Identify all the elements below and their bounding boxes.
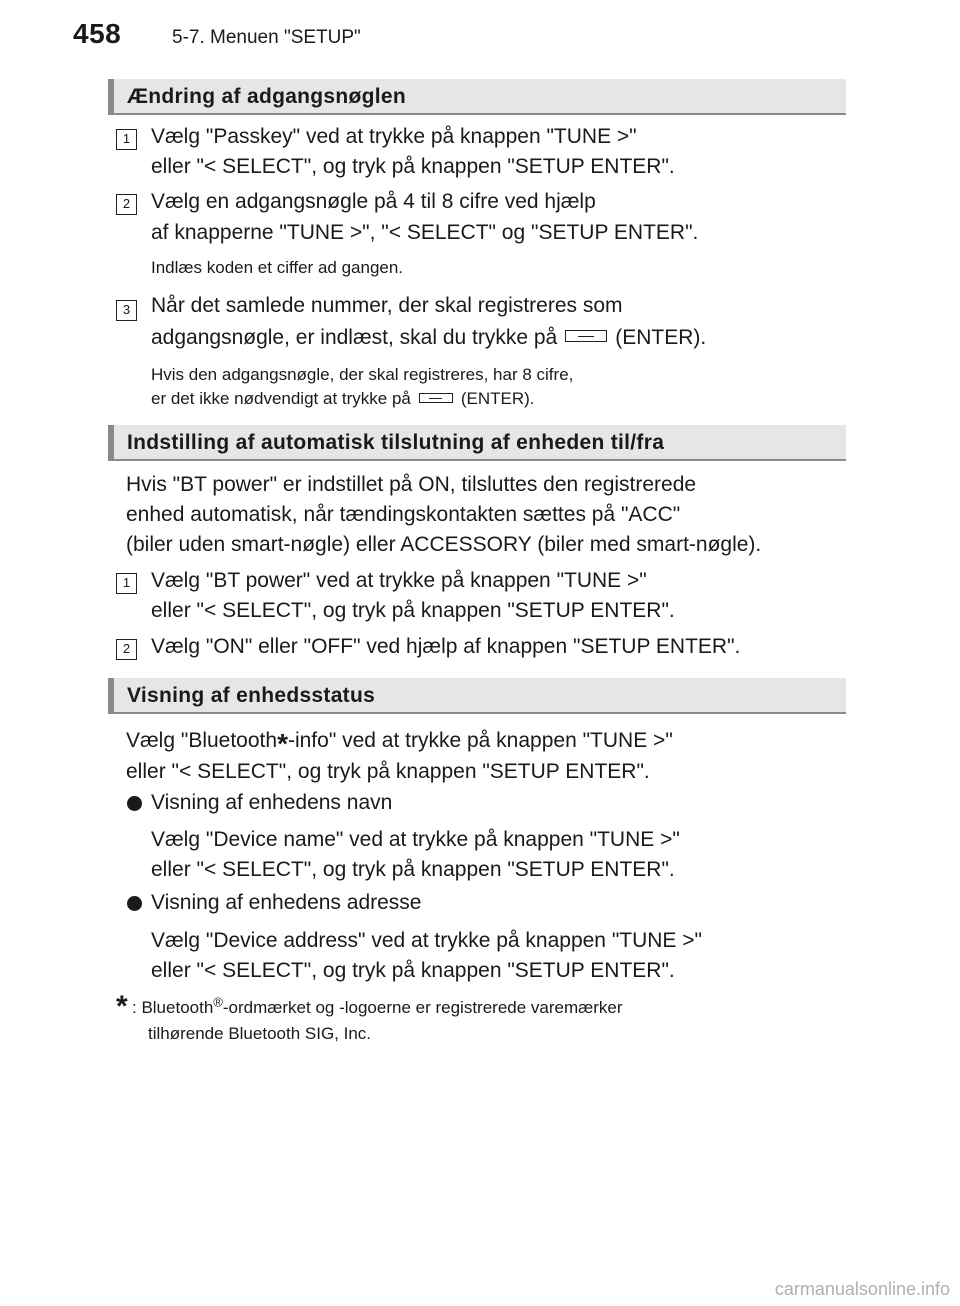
section-header-passkey [108, 79, 846, 115]
bullet-text-line: Vælg "Device address" ved at trykke på knappen "TUNE >" [151, 929, 702, 952]
intro-segment: Vælg "Bluetooth [126, 729, 278, 752]
step-text-line: Vælg "BT power" ved at trykke på knappen "TUNE >" [151, 569, 647, 592]
page-number: 458 [73, 18, 122, 49]
registered-mark: ® [213, 994, 223, 1010]
step-text-line: Vælg "ON" eller "OFF" ved hjælp af knappen "SETUP ENTER". [151, 635, 741, 658]
step-text-line: Vælg "Passkey" ved at trykke på knappen "TUNE >" [151, 125, 637, 148]
section-header-auto-connect [108, 425, 846, 461]
section-title: Ændring af adgangsnøglen [127, 85, 407, 108]
step-number: 1 [116, 573, 137, 594]
bullet-dot-icon [127, 796, 142, 811]
step-number: 1 [116, 129, 137, 150]
bullet-text-line: eller "< SELECT", og tryk på knappen "SETUP ENTER". [151, 959, 675, 982]
intro-line: eller "< SELECT", og tryk på knappen "SETUP ENTER". [126, 760, 650, 783]
step-number: 3 [116, 300, 137, 321]
step-text-line: Når det samlede nummer, der skal registreres som [151, 294, 623, 317]
footnote-segment: : Bluetooth [132, 998, 214, 1017]
bullet-text-line: eller "< SELECT", og tryk på knappen "SETUP ENTER". [151, 858, 675, 881]
note-segment: er det ikke nødvendigt at trykke på [151, 389, 411, 408]
step-text-segment: (ENTER). [615, 326, 707, 349]
section-title: Visning af enhedsstatus [127, 684, 376, 707]
step-text-line: eller "< SELECT", og tryk på knappen "SETUP ENTER". [151, 599, 675, 622]
step-number: 2 [116, 639, 137, 660]
intro-line [126, 726, 673, 759]
step-text-line: af knapperne "TUNE >", "< SELECT" og "SETUP ENTER". [151, 221, 699, 244]
step-text-line [151, 323, 706, 353]
step-number: 2 [116, 194, 137, 215]
footnote-star: * [277, 728, 288, 759]
bullet-title: Visning af enhedens navn [151, 791, 393, 814]
bullet-title: Visning af enhedens adresse [151, 891, 422, 914]
intro-line: (biler uden smart-nøgle) eller ACCESSORY (biler med smart-nøgle). [126, 533, 762, 556]
step-note [151, 387, 535, 411]
note-segment: (ENTER). [460, 389, 535, 408]
intro-segment: -info" ved at trykke på knappen "TUNE >" [287, 729, 673, 752]
bullet-dot-icon [127, 896, 142, 911]
enter-button-icon [419, 393, 453, 403]
intro-line: enhed automatisk, når tændingskontakten sættes på "ACC" [126, 503, 681, 526]
chapter-title: 5-7. Menuen "SETUP" [172, 27, 361, 48]
bullet-text-line: Vælg "Device name" ved at trykke på knappen "TUNE >" [151, 828, 680, 851]
footnote-line [132, 996, 623, 1020]
intro-line: Hvis "BT power" er indstillet på ON, tilsluttes den registrerede [126, 473, 697, 496]
section-header-device-status [108, 678, 846, 714]
watermark: carmanualsonline.info [774, 1279, 950, 1299]
enter-button-icon [565, 330, 607, 342]
section-title: Indstilling af automatisk tilslutning af enheden til/fra [127, 431, 665, 454]
step-text-line: eller "< SELECT", og tryk på knappen "SETUP ENTER". [151, 155, 675, 178]
footnote-segment: -ordmærket og -logoerne er registrerede varemærker [222, 998, 623, 1017]
footnote-star: * [116, 990, 128, 1023]
step-note: Indlæs koden et ciffer ad gangen. [151, 258, 404, 277]
step-text-line: Vælg en adgangsnøgle på 4 til 8 cifre ved hjælp [151, 190, 596, 213]
step-note: Hvis den adgangsnøgle, der skal registreres, har 8 cifre, [151, 365, 574, 384]
step-text-segment: adgangsnøgle, er indlæst, skal du trykke på [151, 326, 558, 349]
footnote-line: tilhørende Bluetooth SIG, Inc. [148, 1024, 372, 1043]
